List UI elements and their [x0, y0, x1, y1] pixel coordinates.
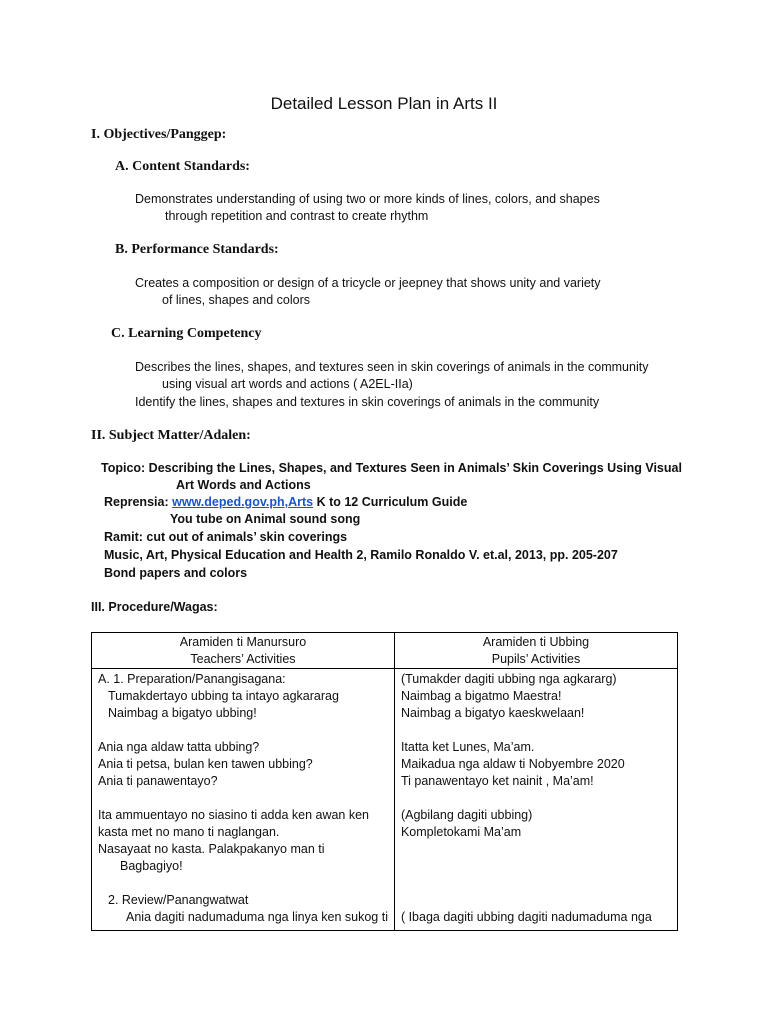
pupil-line: ( Ibaga dagiti ubbing dagiti nadumaduma nga — [400, 910, 652, 924]
bond-papers: Bond papers and colors — [104, 566, 248, 580]
pupil-line: Naimbag a bigatmo Maestra! — [400, 689, 562, 703]
teacher-line: A. 1. Preparation/Panangisagana: — [98, 672, 286, 686]
col1-header-line1: Aramiden ti Manursuro — [179, 635, 307, 649]
music-reference: Music, Art, Physical Education and Health 2, Ramilo Ronaldo V. et.al, 2013, pp. 205-207 — [104, 548, 618, 562]
learning-competency-line3: Identify the lines, shapes and textures in skin coverings of animals in the community — [135, 395, 600, 409]
table-header-row — [92, 633, 678, 669]
learning-competency-line1: Describes the lines, shapes, and textures seen in skin coverings of animals in the community — [135, 360, 649, 374]
col2-header-line1: Aramiden ti Ubbing — [482, 635, 590, 649]
procedure-heading: III. Procedure/Wagas: — [91, 600, 218, 614]
content-standards-heading: A. Content Standards: — [115, 159, 250, 174]
pupils-column-header — [394, 633, 677, 669]
objectives-heading: I. Objectives/Panggep: — [91, 127, 227, 142]
teacher-line: Bagbagiyo! — [120, 859, 183, 873]
pupil-activities-cell — [394, 669, 677, 931]
review-heading: 2. Review/Panangwatwat — [108, 893, 249, 907]
pupil-line: (Tumakder dagiti ubbing nga agkararg) — [400, 672, 617, 686]
pupil-line: Itatta ket Lunes, Ma’am. — [400, 740, 535, 754]
performance-standards-line1: Creates a composition or design of a tricycle or jeepney that shows unity and variety — [135, 276, 601, 290]
teacher-line: Ita ammuentayo no siasino ti adda ken awan ken — [98, 808, 370, 822]
col1-header-line2: Teachers’ Activities — [190, 652, 296, 666]
teacher-line: Nasayaat no kasta. Palakpakanyo man ti — [98, 842, 325, 856]
procedure-table — [91, 632, 678, 931]
col2-header-line2: Pupils’ Activities — [491, 652, 581, 666]
teacher-line: Ania nga aldaw tatta ubbing? — [98, 740, 260, 754]
content-standards-line1: Demonstrates understanding of using two or more kinds of lines, colors, and shapes — [135, 192, 600, 206]
pupil-line: Kompletokami Ma’am — [400, 825, 522, 839]
topico-line1: Topico: Describing the Lines, Shapes, and Textures Seen in Animals’ Skin Coverings Using Visual — [101, 461, 682, 475]
learning-competency-heading: C. Learning Competency — [111, 326, 262, 341]
pupil-line: Naimbag a bigatyo kaeskwelaan! — [400, 706, 585, 720]
teacher-activities-cell — [92, 669, 395, 931]
reprensia-line2: You tube on Animal sound song — [170, 512, 361, 526]
page-title: Detailed Lesson Plan in Arts II — [270, 94, 498, 113]
reprensia-label: Reprensia: — [104, 495, 169, 509]
table-row — [92, 669, 678, 931]
performance-standards-line2: of lines, shapes and colors — [162, 293, 311, 307]
ramit-line: Ramit: cut out of animals’ skin coverings — [104, 530, 348, 544]
reprensia-line — [104, 494, 467, 511]
pupil-line: (Agbilang dagiti ubbing) — [400, 808, 533, 822]
deped-link[interactable]: www.deped.gov.ph,Arts — [172, 495, 314, 509]
performance-standards-heading: B. Performance Standards: — [115, 242, 279, 257]
teacher-line: Naimbag a bigatyo ubbing! — [108, 706, 257, 720]
content-standards-line2: through repetition and contrast to create rhythm — [165, 209, 429, 223]
reprensia-rest: K to 12 Curriculum Guide — [316, 495, 468, 509]
teachers-column-header — [92, 633, 395, 669]
teacher-line: Ania dagiti nadumaduma nga linya ken sukog ti — [126, 910, 388, 924]
teacher-line: Ania ti petsa, bulan ken tawen ubbing? — [98, 757, 313, 771]
topico-line2: Art Words and Actions — [176, 478, 311, 492]
teacher-line: Tumakdertayo ubbing ta intayo agkararag — [108, 689, 339, 703]
teacher-line: kasta met no mano ti naglangan. — [98, 825, 280, 839]
teacher-line: Ania ti panawentayo? — [98, 774, 218, 788]
subject-matter-heading: II. Subject Matter/Adalen: — [91, 428, 251, 443]
pupil-line: Ti panawentayo ket nainit , Ma’am! — [400, 774, 594, 788]
learning-competency-line2: using visual art words and actions ( A2EL-IIa) — [162, 377, 413, 391]
pupil-line: Maikadua nga aldaw ti Nobyembre 2020 — [400, 757, 625, 771]
